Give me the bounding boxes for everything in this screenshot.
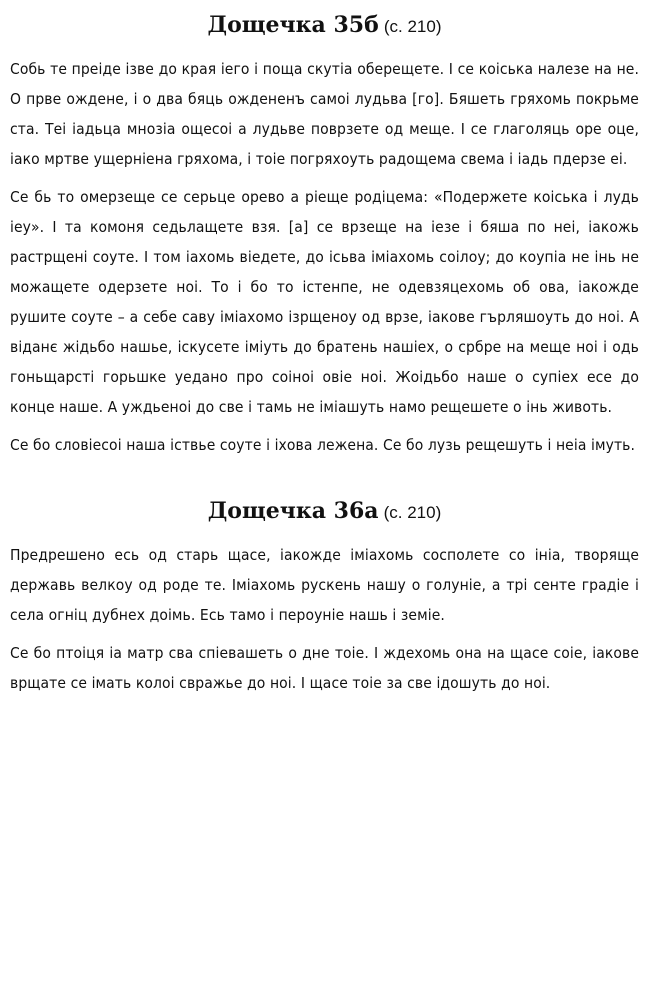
paragraph: Се бо птоіця іа матр сва спіевашеть о дне тоіе. І ждехомь она на щасе соіе, іакове врщате се імать колоі свражье до ноі. І щасе тоіе за све ідошуть до ноі. [10,644,639,692]
page-reference: (с. 210) [383,17,442,36]
section-35b [10,12,639,460]
paragraph: Собь те преіде ізве до края іего і поща скутіа оберещете. І се коіська налезе на не. О прве ождене, і о два бяць ождененъ самоі лудьва [го]. Бяшеть гряхомь покрьме ста. Теі іадьца мнозіа ощесоі а лудьве поврзете од меще. І се глаголяць оре оце, іако мртве ущерніена гряхома, і тоіе погряхоуть радощема свема і іадь пдерзе еі. [10,60,639,168]
section-heading [10,12,639,40]
section-36a [10,498,639,698]
page-reference: (с. 210) [383,503,442,522]
paragraph: Предрешено есь од старь щасе, іакожде іміахомь сосполете со ініа, творяще державь велкоу од роде те. Іміахомь рускень нашу о голуніе, а трі сенте градіе і села огніц дубнех доімь. Есь тамо і пероуніе нашь і земіе. [10,546,639,624]
section-title: Дощечка 36а [207,498,379,524]
paragraph: Се бо словіесоі наша іствье соуте і іхова лежена. Се бо лузь рещешуть і неіа імуть. [10,436,636,454]
section-title: Дощечка 35б [207,12,379,38]
section-heading [10,498,639,526]
paragraph: Се бь то омерзеще се серьце орево а ріеще родіцема: «Подержете коіська і лудь іеу». І та комоня седьлащете взя. [а] се врзеще на іезе і бяша по неі, іакожь растрщені соуте. І том іахомь віедете, до ісьва іміахомь соілоу; до коупіа не інь не можащете одерзете ноі. То і бо то істенпе, не одевзяцехомь об ова, іакожде рушите соуте – а себе саву іміахомо ізрщеноу од врзе, іакове гърляшоуть до ноі. А віданє жідьбо нашье, іскусете іміуть до братень нашіех, о србре на меще ноі і одь гоньщарсті горьшке уедано про соіноі овіе ноі. Жоідьбо наше о супіех есе до конце наше. А уждьеноі до све і тамь не іміашуть намо рещешете о інь животь. [10,188,639,416]
